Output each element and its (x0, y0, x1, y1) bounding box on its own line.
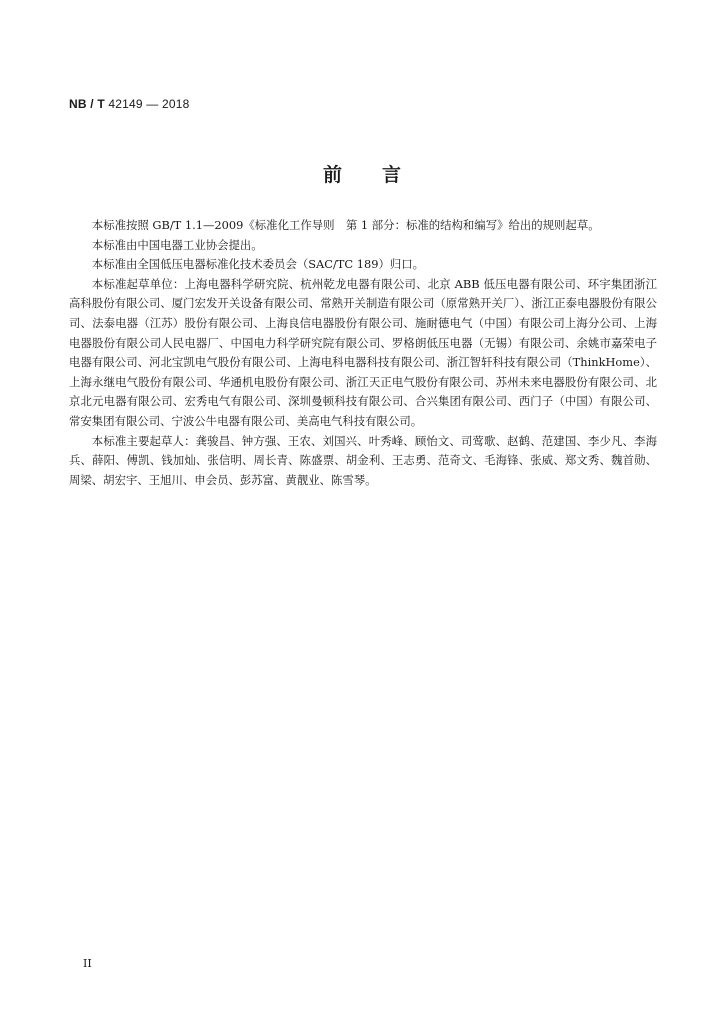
paragraph-committee: 本标准由全国低压电器标准化技术委员会（SAC/TC 189）归口。 (91, 257, 425, 272)
standard-number: 42149 — 2018 (104, 97, 190, 111)
page-title: 前言 (322, 164, 441, 186)
foreword-body (69, 216, 657, 490)
paragraph-drafting-rules: 本标准按照 GB/T 1.1—2009《标准化工作导则 第 1 部分：标准的结构和编写》给出的规则起草。 (91, 218, 600, 232)
paragraph-drafting-units: 本标准起草单位：上海电器科学研究院、杭州乾龙电器有限公司、北京 ABB 低压电器有限公司、环宇集团浙江高科股份有限公司、厦门宏发开关设备有限公司、常熟开关制造有限公司（原常熟开关厂）、浙江正泰电器股份有限公司、法泰电器（江苏）股份有限公司、上海良信电器股份有限公司、施耐德电气（中国）有限公司上海分公司、上海电器股份有限公司人民电器厂、中国电力科学研究院有限公司、罗格朗低压电器（无锡）有限公司、余姚市嘉荣电子电器有限公司、河北宝凯电气股份有限公司、上海电科电器科技有限公司、浙江智轩科技有限公司（ThinkHome）、上海永继电气股份有限公司、华通机电股份有限公司、浙江天正电气股份有限公司、苏州未来电器股份有限公司、北京北元电器有限公司、宏秀电气有限公司、深圳曼顿科技有限公司、合兴集团有限公司、西门子（中国）有限公司、常安集团有限公司、宁波公牛电器有限公司、美高电气科技有限公司。 (69, 276, 657, 428)
standard-prefix: NB / T (69, 97, 105, 111)
paragraph-proposer: 本标准由中国电器工业协会提出。 (91, 237, 263, 252)
standard-code (69, 97, 190, 111)
paragraph-drafters: 本标准主要起草人：龚骏昌、钟方强、王农、刘国兴、叶秀峰、顾怡文、司莺歌、赵鹤、范建国、李少凡、李海兵、薛阳、傅凯、钱加灿、张信明、周长青、陈盛票、胡金利、王志勇、范奇文、毛海锋、张威、郑文秀、魏首勋、周梁、胡宏宇、王旭川、申会员、彭苏富、黄靓业、陈雪琴。 (69, 433, 657, 487)
page-number: II (83, 957, 92, 970)
